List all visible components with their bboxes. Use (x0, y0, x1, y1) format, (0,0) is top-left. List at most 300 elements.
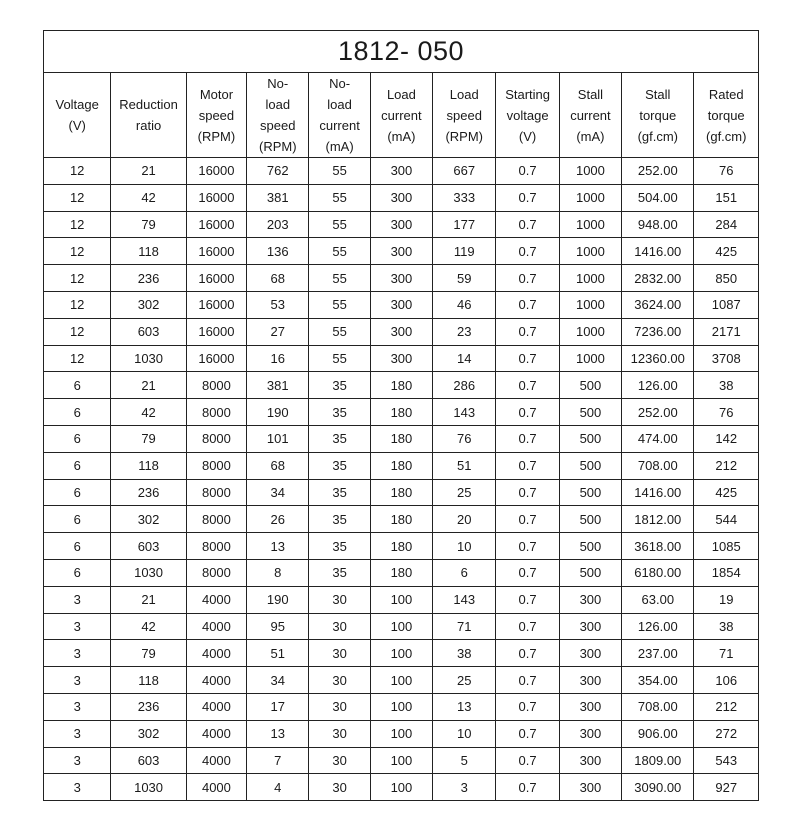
table-cell-no-load-current: 55 (309, 345, 370, 372)
table-cell-motor-speed: 4000 (186, 693, 246, 720)
table-cell-no-load-speed: 7 (247, 747, 309, 774)
column-header-line: (gf.cm) (637, 128, 679, 144)
table-cell-rated-torque: 38 (694, 372, 759, 399)
table-cell-rated-torque: 272 (694, 720, 759, 747)
table-cell-no-load-current: 55 (309, 184, 370, 211)
column-header-stall-torque (622, 73, 694, 158)
table-cell-stall-current: 300 (559, 640, 621, 667)
table-cell-load-current: 300 (370, 238, 432, 265)
table-cell-voltage: 12 (44, 318, 111, 345)
table-cell-no-load-speed: 136 (247, 238, 309, 265)
table-cell-stall-current: 300 (559, 667, 621, 694)
table-cell-load-current: 300 (370, 318, 432, 345)
table-cell-load-current: 100 (370, 720, 432, 747)
table-cell-stall-torque: 948.00 (622, 211, 694, 238)
table-row (44, 613, 759, 640)
table-cell-reduction-ratio: 603 (111, 318, 186, 345)
table-row (44, 586, 759, 613)
column-header-line: (RPM) (197, 128, 236, 144)
table-cell-stall-current: 500 (559, 399, 621, 426)
table-cell-starting-voltage: 0.7 (496, 479, 559, 506)
table-cell-load-current: 180 (370, 533, 432, 560)
table-cell-reduction-ratio: 21 (111, 372, 186, 399)
table-cell-stall-torque: 708.00 (622, 693, 694, 720)
column-header-line: voltage (506, 107, 549, 123)
column-header-starting-voltage (496, 73, 559, 158)
table-cell-load-speed: 333 (433, 184, 496, 211)
table-cell-load-speed: 5 (433, 747, 496, 774)
table-cell-load-speed: 51 (433, 452, 496, 479)
table-cell-no-load-current: 30 (309, 774, 370, 801)
table-row (44, 747, 759, 774)
table-cell-reduction-ratio: 79 (111, 640, 186, 667)
column-header-line: current (381, 107, 422, 123)
table-cell-load-speed: 71 (433, 613, 496, 640)
table-cell-motor-speed: 4000 (186, 774, 246, 801)
table-cell-motor-speed: 16000 (186, 318, 246, 345)
table-cell-motor-speed: 8000 (186, 533, 246, 560)
table-cell-motor-speed: 4000 (186, 640, 246, 667)
table-cell-stall-torque: 1809.00 (622, 747, 694, 774)
table-cell-stall-current: 500 (559, 506, 621, 533)
table-cell-rated-torque: 927 (694, 774, 759, 801)
table-cell-reduction-ratio: 42 (111, 613, 186, 640)
table-cell-stall-current: 300 (559, 613, 621, 640)
table-row (44, 640, 759, 667)
column-header-line: Motor (199, 86, 234, 102)
table-cell-load-current: 300 (370, 345, 432, 372)
table-cell-load-current: 100 (370, 586, 432, 613)
table-cell-starting-voltage: 0.7 (496, 318, 559, 345)
table-cell-no-load-speed: 34 (247, 479, 309, 506)
table-cell-no-load-speed: 27 (247, 318, 309, 345)
table-cell-no-load-speed: 203 (247, 211, 309, 238)
table-cell-motor-speed: 16000 (186, 345, 246, 372)
table-cell-load-speed: 6 (433, 559, 496, 586)
table-cell-no-load-speed: 95 (247, 613, 309, 640)
table-cell-load-current: 180 (370, 506, 432, 533)
table-cell-load-speed: 177 (433, 211, 496, 238)
table-cell-voltage: 3 (44, 667, 111, 694)
table-cell-reduction-ratio: 1030 (111, 774, 186, 801)
table-cell-no-load-current: 35 (309, 559, 370, 586)
table-cell-no-load-current: 35 (309, 399, 370, 426)
table-cell-no-load-speed: 53 (247, 291, 309, 318)
table-cell-starting-voltage: 0.7 (496, 720, 559, 747)
table-cell-load-current: 100 (370, 693, 432, 720)
table-cell-motor-speed: 4000 (186, 586, 246, 613)
table-cell-no-load-speed: 190 (247, 586, 309, 613)
table-cell-load-speed: 667 (433, 158, 496, 185)
table-cell-motor-speed: 8000 (186, 452, 246, 479)
table-cell-rated-torque: 76 (694, 158, 759, 185)
column-header-line: Stall (645, 86, 671, 102)
table-cell-starting-voltage: 0.7 (496, 425, 559, 452)
column-header-line: speed (260, 118, 296, 133)
table-cell-reduction-ratio: 236 (111, 265, 186, 292)
table-cell-motor-speed: 16000 (186, 158, 246, 185)
table-cell-load-current: 180 (370, 372, 432, 399)
table-cell-stall-current: 300 (559, 747, 621, 774)
table-cell-stall-current: 300 (559, 586, 621, 613)
table-cell-stall-torque: 3618.00 (622, 533, 694, 560)
column-header-line: Starting (505, 86, 550, 102)
table-cell-voltage: 6 (44, 559, 111, 586)
table-cell-reduction-ratio: 42 (111, 184, 186, 211)
column-header-line: Rated (708, 86, 744, 102)
table-cell-stall-current: 1000 (559, 345, 621, 372)
table-row (44, 506, 759, 533)
table-cell-voltage: 3 (44, 586, 111, 613)
table-cell-load-speed: 14 (433, 345, 496, 372)
table-cell-starting-voltage: 0.7 (496, 747, 559, 774)
column-header-line: load (327, 97, 352, 112)
column-header-line: (mA) (576, 128, 605, 144)
table-cell-no-load-speed: 101 (247, 425, 309, 452)
table-cell-voltage: 3 (44, 693, 111, 720)
table-cell-rated-torque: 151 (694, 184, 759, 211)
table-cell-no-load-current: 30 (309, 613, 370, 640)
table-cell-reduction-ratio: 1030 (111, 559, 186, 586)
table-cell-no-load-speed: 68 (247, 452, 309, 479)
table-row (44, 774, 759, 801)
table-cell-reduction-ratio: 603 (111, 747, 186, 774)
table-cell-starting-voltage: 0.7 (496, 640, 559, 667)
table-cell-load-current: 300 (370, 211, 432, 238)
table-body (44, 158, 759, 801)
table-cell-no-load-current: 35 (309, 372, 370, 399)
table-cell-reduction-ratio: 21 (111, 586, 186, 613)
table-cell-stall-current: 300 (559, 693, 621, 720)
table-cell-rated-torque: 425 (694, 479, 759, 506)
table-cell-stall-torque: 3090.00 (622, 774, 694, 801)
table-cell-stall-torque: 6180.00 (622, 559, 694, 586)
column-header-line: (RPM) (445, 128, 484, 144)
table-cell-rated-torque: 71 (694, 640, 759, 667)
column-header-rated-torque (694, 73, 759, 158)
table-cell-load-current: 300 (370, 184, 432, 211)
motor-spec-table (43, 30, 759, 801)
table-cell-stall-current: 1000 (559, 158, 621, 185)
column-header-line: ratio (135, 118, 162, 133)
table-cell-no-load-speed: 8 (247, 559, 309, 586)
table-cell-no-load-speed: 762 (247, 158, 309, 185)
table-row (44, 559, 759, 586)
table-cell-load-current: 180 (370, 425, 432, 452)
table-cell-load-speed: 38 (433, 640, 496, 667)
column-header-line: torque (639, 107, 677, 123)
table-cell-load-speed: 119 (433, 238, 496, 265)
table-cell-motor-speed: 8000 (186, 399, 246, 426)
table-cell-motor-speed: 4000 (186, 667, 246, 694)
table-cell-stall-current: 500 (559, 372, 621, 399)
table-cell-rated-torque: 19 (694, 586, 759, 613)
table-cell-reduction-ratio: 236 (111, 479, 186, 506)
table-cell-no-load-current: 30 (309, 640, 370, 667)
table-cell-stall-current: 1000 (559, 265, 621, 292)
column-header-line: current (319, 118, 360, 133)
column-header-line: (V) (518, 128, 537, 144)
table-cell-starting-voltage: 0.7 (496, 184, 559, 211)
table-row (44, 425, 759, 452)
table-cell-load-current: 100 (370, 774, 432, 801)
table-cell-stall-current: 1000 (559, 238, 621, 265)
table-cell-motor-speed: 16000 (186, 211, 246, 238)
table-cell-voltage: 12 (44, 238, 111, 265)
table-cell-reduction-ratio: 603 (111, 533, 186, 560)
table-cell-no-load-speed: 17 (247, 693, 309, 720)
table-cell-load-speed: 10 (433, 533, 496, 560)
column-header-line: Stall (577, 86, 604, 102)
table-cell-no-load-current: 55 (309, 158, 370, 185)
table-cell-stall-current: 1000 (559, 211, 621, 238)
table-cell-no-load-current: 55 (309, 238, 370, 265)
table-row (44, 399, 759, 426)
table-cell-voltage: 6 (44, 425, 111, 452)
table-cell-no-load-speed: 26 (247, 506, 309, 533)
table-cell-load-speed: 46 (433, 291, 496, 318)
table-cell-reduction-ratio: 118 (111, 452, 186, 479)
table-cell-starting-voltage: 0.7 (496, 211, 559, 238)
table-cell-no-load-current: 30 (309, 693, 370, 720)
table-cell-reduction-ratio: 302 (111, 720, 186, 747)
table-cell-no-load-current: 30 (309, 586, 370, 613)
table-cell-starting-voltage: 0.7 (496, 774, 559, 801)
column-header-stall-current (559, 73, 621, 158)
table-cell-starting-voltage: 0.7 (496, 345, 559, 372)
table-cell-motor-speed: 4000 (186, 747, 246, 774)
table-cell-no-load-speed: 381 (247, 184, 309, 211)
table-cell-rated-torque: 544 (694, 506, 759, 533)
table-cell-motor-speed: 8000 (186, 559, 246, 586)
table-row (44, 533, 759, 560)
table-row (44, 720, 759, 747)
table-cell-stall-current: 500 (559, 559, 621, 586)
table-cell-voltage: 12 (44, 211, 111, 238)
table-cell-load-speed: 25 (433, 667, 496, 694)
column-header-line: (mA) (387, 128, 416, 144)
table-cell-no-load-current: 35 (309, 452, 370, 479)
table-cell-starting-voltage: 0.7 (496, 238, 559, 265)
table-cell-stall-torque: 504.00 (622, 184, 694, 211)
table-cell-starting-voltage: 0.7 (496, 559, 559, 586)
table-cell-no-load-current: 55 (309, 211, 370, 238)
table-cell-no-load-speed: 68 (247, 265, 309, 292)
table-cell-stall-current: 300 (559, 720, 621, 747)
table-cell-voltage: 12 (44, 291, 111, 318)
table-cell-no-load-speed: 34 (247, 667, 309, 694)
table-cell-load-speed: 286 (433, 372, 496, 399)
table-cell-starting-voltage: 0.7 (496, 399, 559, 426)
table-cell-rated-torque: 142 (694, 425, 759, 452)
table-cell-rated-torque: 2171 (694, 318, 759, 345)
table-cell-load-speed: 3 (433, 774, 496, 801)
column-header-voltage (44, 73, 111, 158)
table-row (44, 211, 759, 238)
table-cell-starting-voltage: 0.7 (496, 158, 559, 185)
column-header-line: No- (329, 76, 351, 91)
column-header-load-current (370, 73, 432, 158)
table-cell-stall-current: 500 (559, 479, 621, 506)
table-cell-no-load-speed: 190 (247, 399, 309, 426)
table-cell-no-load-current: 35 (309, 533, 370, 560)
column-header-line: speed (446, 107, 482, 123)
table-cell-rated-torque: 1085 (694, 533, 759, 560)
table-cell-stall-torque: 906.00 (622, 720, 694, 747)
table-cell-rated-torque: 76 (694, 399, 759, 426)
column-header-line: Voltage (55, 97, 99, 112)
table-cell-motor-speed: 8000 (186, 479, 246, 506)
table-cell-stall-current: 1000 (559, 318, 621, 345)
table-row (44, 667, 759, 694)
table-cell-voltage: 12 (44, 184, 111, 211)
table-cell-reduction-ratio: 302 (111, 506, 186, 533)
column-header-line: No- (267, 76, 289, 91)
column-header-line: (gf.cm) (706, 128, 747, 144)
table-cell-stall-torque: 1812.00 (622, 506, 694, 533)
table-cell-load-current: 100 (370, 640, 432, 667)
table-cell-no-load-current: 35 (309, 506, 370, 533)
table-cell-no-load-speed: 51 (247, 640, 309, 667)
table-cell-no-load-current: 30 (309, 667, 370, 694)
table-cell-starting-voltage: 0.7 (496, 372, 559, 399)
table-cell-reduction-ratio: 79 (111, 211, 186, 238)
table-cell-stall-current: 500 (559, 425, 621, 452)
table-row (44, 345, 759, 372)
table-cell-load-speed: 23 (433, 318, 496, 345)
column-header-line: Load (386, 86, 416, 102)
table-cell-rated-torque: 284 (694, 211, 759, 238)
table-cell-load-speed: 25 (433, 479, 496, 506)
column-header-motor-speed (186, 73, 246, 158)
table-row (44, 158, 759, 185)
table-cell-starting-voltage: 0.7 (496, 265, 559, 292)
table-cell-load-speed: 143 (433, 586, 496, 613)
table-cell-motor-speed: 4000 (186, 613, 246, 640)
table-cell-rated-torque: 3708 (694, 345, 759, 372)
table-cell-voltage: 3 (44, 747, 111, 774)
table-cell-rated-torque: 212 (694, 693, 759, 720)
table-cell-motor-speed: 8000 (186, 425, 246, 452)
table-cell-stall-torque: 12360.00 (622, 345, 694, 372)
table-row (44, 693, 759, 720)
table-cell-motor-speed: 16000 (186, 184, 246, 211)
table-cell-no-load-current: 35 (309, 479, 370, 506)
table-cell-load-current: 180 (370, 452, 432, 479)
table-cell-load-current: 180 (370, 559, 432, 586)
table-cell-voltage: 3 (44, 613, 111, 640)
table-cell-rated-torque: 38 (694, 613, 759, 640)
table-row (44, 291, 759, 318)
table-cell-no-load-current: 30 (309, 747, 370, 774)
table-cell-load-current: 100 (370, 667, 432, 694)
table-cell-no-load-current: 30 (309, 720, 370, 747)
table-cell-load-speed: 13 (433, 693, 496, 720)
table-cell-voltage: 6 (44, 399, 111, 426)
column-header-row (44, 73, 759, 158)
table-cell-stall-current: 300 (559, 774, 621, 801)
column-header-line: (V) (68, 118, 86, 133)
table-cell-motor-speed: 4000 (186, 720, 246, 747)
table-row (44, 479, 759, 506)
column-header-line: speed (198, 107, 235, 123)
table-cell-voltage: 6 (44, 372, 111, 399)
column-header-line: Reduction (119, 97, 178, 112)
table-cell-stall-current: 500 (559, 533, 621, 560)
table-cell-load-current: 100 (370, 747, 432, 774)
table-cell-no-load-current: 55 (309, 291, 370, 318)
table-cell-starting-voltage: 0.7 (496, 613, 559, 640)
table-cell-stall-torque: 1416.00 (622, 238, 694, 265)
table-cell-no-load-current: 35 (309, 425, 370, 452)
table-cell-voltage: 3 (44, 640, 111, 667)
table-cell-load-speed: 59 (433, 265, 496, 292)
column-header-line: (RPM) (258, 139, 297, 154)
table-cell-stall-torque: 237.00 (622, 640, 694, 667)
table-cell-stall-torque: 252.00 (622, 399, 694, 426)
table-row (44, 238, 759, 265)
table-cell-voltage: 6 (44, 452, 111, 479)
table-cell-no-load-current: 55 (309, 265, 370, 292)
table-cell-stall-torque: 3624.00 (622, 291, 694, 318)
table-cell-reduction-ratio: 118 (111, 238, 186, 265)
table-cell-load-current: 180 (370, 399, 432, 426)
table-title: 1812- 050 (44, 31, 759, 73)
table-cell-load-current: 300 (370, 291, 432, 318)
table-cell-motor-speed: 16000 (186, 291, 246, 318)
column-header-line: torque (707, 107, 745, 123)
column-header-no-load-speed (247, 73, 309, 158)
table-row (44, 452, 759, 479)
table-cell-stall-torque: 2832.00 (622, 265, 694, 292)
column-header-reduction-ratio (111, 73, 186, 158)
table-cell-reduction-ratio: 42 (111, 399, 186, 426)
table-cell-load-current: 100 (370, 613, 432, 640)
table-cell-voltage: 12 (44, 265, 111, 292)
column-header-line: Load (449, 86, 479, 102)
table-cell-voltage: 6 (44, 506, 111, 533)
table-cell-reduction-ratio: 302 (111, 291, 186, 318)
table-cell-motor-speed: 16000 (186, 265, 246, 292)
table-cell-motor-speed: 8000 (186, 506, 246, 533)
table-cell-rated-torque: 212 (694, 452, 759, 479)
table-row (44, 318, 759, 345)
table-row (44, 265, 759, 292)
table-row (44, 372, 759, 399)
table-cell-reduction-ratio: 1030 (111, 345, 186, 372)
table-cell-voltage: 3 (44, 774, 111, 801)
table-cell-starting-voltage: 0.7 (496, 452, 559, 479)
table-cell-stall-torque: 252.00 (622, 158, 694, 185)
table-cell-no-load-speed: 13 (247, 720, 309, 747)
table-cell-load-speed: 10 (433, 720, 496, 747)
table-cell-stall-current: 500 (559, 452, 621, 479)
table-cell-stall-current: 1000 (559, 291, 621, 318)
table-cell-voltage: 6 (44, 533, 111, 560)
table-cell-voltage: 3 (44, 720, 111, 747)
table-cell-load-speed: 76 (433, 425, 496, 452)
column-header-line: current (570, 107, 611, 123)
table-cell-rated-torque: 106 (694, 667, 759, 694)
table-cell-stall-current: 1000 (559, 184, 621, 211)
table-cell-starting-voltage: 0.7 (496, 693, 559, 720)
table-cell-starting-voltage: 0.7 (496, 586, 559, 613)
table-cell-load-current: 300 (370, 158, 432, 185)
table-cell-voltage: 12 (44, 158, 111, 185)
column-header-line: load (265, 97, 291, 112)
table-cell-no-load-speed: 13 (247, 533, 309, 560)
table-cell-load-current: 300 (370, 265, 432, 292)
